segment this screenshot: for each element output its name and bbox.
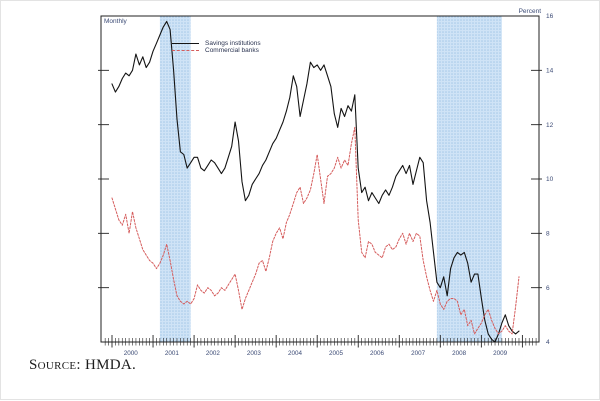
y-tick-label: 6 [546,284,550,292]
x-tick-label: 2005 [329,350,344,357]
x-tick-label: 2008 [452,350,467,357]
legend [172,40,261,54]
y-tick-label: 10 [546,176,554,184]
legend-line-solid-icon [172,43,199,44]
x-tick-label: 2007 [411,350,426,357]
left-axis-title: Monthly [104,18,127,25]
x-tick-label: 2009 [493,350,508,357]
line-chart-canvas [1,1,600,401]
x-tick-label: 2003 [246,350,261,357]
x-tick-label: 2001 [164,350,179,357]
x-tick-label: 2004 [287,350,302,357]
x-tick-label: 2006 [370,350,385,357]
y-tick-label: 8 [546,230,550,238]
source-note: Source: HMDA. [29,357,137,373]
y-tick-label: 16 [546,13,554,21]
x-tick-label: 2000 [123,350,138,357]
y-tick-label: 14 [546,67,554,75]
x-tick-label: 2002 [205,350,220,357]
y-tick-label: 4 [546,339,550,347]
right-axis-title: Percent [518,8,541,15]
y-tick-label: 12 [546,121,554,129]
legend-label-commercial: Commercial banks [205,47,259,54]
legend-line-dashed-icon [172,50,199,51]
legend-item-savings [172,40,261,47]
legend-item-commercial [172,47,261,54]
legend-label-savings: Savings institutions [205,40,261,47]
recession-band [160,16,191,342]
